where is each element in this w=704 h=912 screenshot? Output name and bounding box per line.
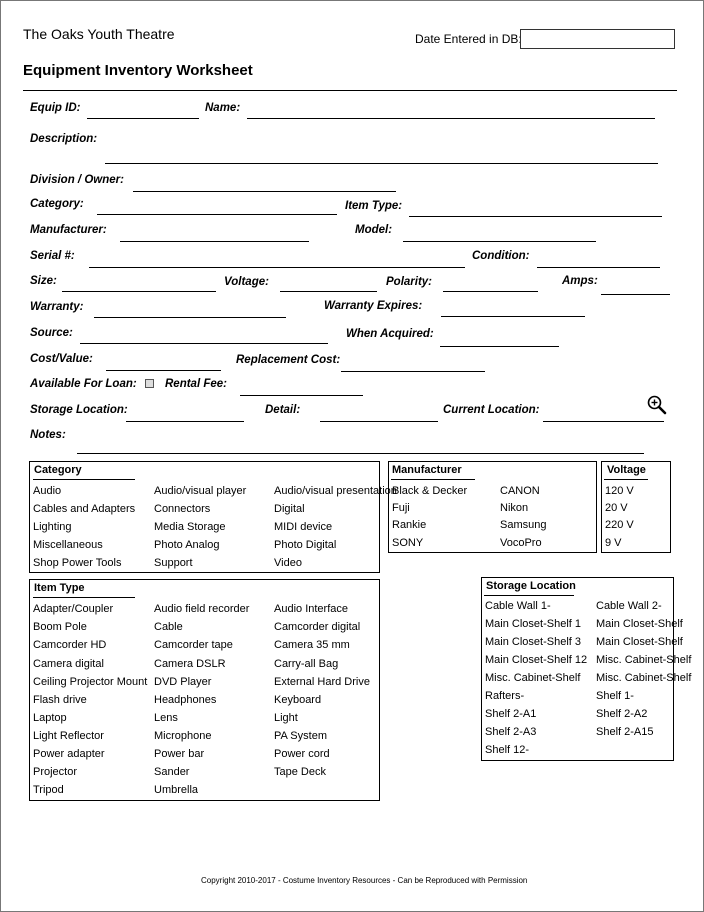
list-item: Camcorder tape xyxy=(154,639,233,651)
list-item: Microphone xyxy=(154,730,212,742)
manufacturer-list-title: Manufacturer xyxy=(392,464,462,476)
replacement-cost-field[interactable] xyxy=(341,371,485,372)
voltage-list-box xyxy=(601,461,671,553)
current-location-label: Current Location: xyxy=(443,404,540,416)
list-item: Light Reflector xyxy=(33,730,104,742)
replacement-cost-label: Replacement Cost: xyxy=(236,354,341,366)
list-item: Cable Wall 1- xyxy=(485,600,551,612)
list-item: Power bar xyxy=(154,748,205,760)
serial-label: Serial #: xyxy=(30,250,75,262)
list-item: Digital xyxy=(274,503,305,515)
list-item: Misc. Cabinet-Shelf xyxy=(596,654,692,666)
storage-location-label: Storage Location: xyxy=(30,404,128,416)
cost-value-field[interactable] xyxy=(106,370,221,371)
rental-fee-field[interactable] xyxy=(240,395,363,396)
storage-title-underline xyxy=(484,595,574,596)
current-location-field[interactable] xyxy=(543,421,664,422)
list-item: Main Closet-Shelf 1 xyxy=(485,618,581,630)
rental-fee-label: Rental Fee: xyxy=(165,378,227,390)
condition-label: Condition: xyxy=(472,250,530,262)
list-item: Camera digital xyxy=(33,658,104,670)
list-item: Headphones xyxy=(154,694,217,706)
list-item: Samsung xyxy=(500,519,547,531)
list-item: Boom Pole xyxy=(33,621,87,633)
list-item: Video xyxy=(274,557,302,569)
available-for-loan-label: Available For Loan: xyxy=(30,378,137,390)
list-item: Cables and Adapters xyxy=(33,503,136,515)
date-entered-label: Date Entered in DB: xyxy=(415,32,522,46)
list-item: Shelf 2-A2 xyxy=(596,708,648,720)
list-item: 120 V xyxy=(605,485,634,497)
list-item: External Hard Drive xyxy=(274,676,370,688)
date-entered-field[interactable] xyxy=(520,29,675,49)
list-item: Misc. Cabinet-Shelf xyxy=(485,672,581,684)
list-item: 9 V xyxy=(605,537,622,549)
amps-label: Amps: xyxy=(562,275,598,287)
list-item: Media Storage xyxy=(154,521,226,533)
list-item: Tape Deck xyxy=(274,766,326,778)
list-item: Lighting xyxy=(33,521,72,533)
division-owner-field[interactable] xyxy=(133,191,396,192)
detail-field[interactable] xyxy=(320,421,438,422)
voltage-list-title: Voltage xyxy=(607,464,646,476)
page-title: Equipment Inventory Worksheet xyxy=(23,62,253,79)
list-item: SONY xyxy=(392,537,424,549)
voltage-label: Voltage: xyxy=(224,276,269,288)
list-item: Cable xyxy=(154,621,183,633)
polarity-field[interactable] xyxy=(443,291,538,292)
list-item: Fuji xyxy=(392,502,410,514)
available-for-loan-checkbox[interactable] xyxy=(145,379,154,388)
manufacturer-title-underline xyxy=(391,479,475,480)
storage-location-list-title: Storage Location xyxy=(486,580,576,592)
list-item: Support xyxy=(154,557,193,569)
list-item: PA System xyxy=(274,730,327,742)
item-type-list-box xyxy=(29,579,380,801)
manufacturer-list-box xyxy=(388,461,597,553)
list-item: Audio field recorder xyxy=(154,603,250,615)
list-item: Shop Power Tools xyxy=(33,557,122,569)
list-item: Connectors xyxy=(154,503,211,515)
equip-id-field[interactable] xyxy=(87,118,199,119)
size-field[interactable] xyxy=(62,291,216,292)
list-item: Laptop xyxy=(33,712,67,724)
list-item: Audio/visual presentation xyxy=(274,485,397,497)
category-label: Category: xyxy=(30,198,84,210)
name-label: Name: xyxy=(205,102,241,114)
when-acquired-label: When Acquired: xyxy=(346,328,434,340)
list-item: MIDI device xyxy=(274,521,333,533)
list-item: Main Closet-Shelf xyxy=(596,636,683,648)
manufacturer-field[interactable] xyxy=(120,241,309,242)
serial-field[interactable] xyxy=(89,267,465,268)
notes-field[interactable] xyxy=(77,453,644,454)
list-item: DVD Player xyxy=(154,676,212,688)
cost-value-label: Cost/Value: xyxy=(30,353,93,365)
category-list-box xyxy=(29,461,397,573)
list-item: Cable Wall 2- xyxy=(596,600,662,612)
list-item: Lens xyxy=(154,712,178,724)
detail-label: Detail: xyxy=(265,404,301,416)
storage-location-field[interactable] xyxy=(126,421,244,422)
list-item: Audio xyxy=(33,485,62,497)
list-item: Photo Digital xyxy=(274,539,337,551)
list-item: 220 V xyxy=(605,519,634,531)
warranty-expires-field[interactable] xyxy=(441,316,585,317)
list-item: Camera 35 mm xyxy=(274,639,350,651)
list-item: Shelf 12- xyxy=(485,744,530,756)
list-item: CANON xyxy=(500,485,540,497)
name-field[interactable] xyxy=(247,118,655,119)
list-item: VocoPro xyxy=(500,537,542,549)
list-item: Main Closet-Shelf 3 xyxy=(485,636,581,648)
item-type-field[interactable] xyxy=(409,216,662,217)
list-item: Tripod xyxy=(33,784,64,796)
warranty-field[interactable] xyxy=(94,317,286,318)
source-field[interactable] xyxy=(80,343,328,344)
list-item: Projector xyxy=(33,766,78,778)
warranty-expires-label: Warranty Expires: xyxy=(324,300,423,312)
item-type-label: Item Type: xyxy=(345,200,403,212)
warranty-label: Warranty: xyxy=(30,301,84,313)
list-item: Black & Decker xyxy=(392,485,468,497)
list-item: Ceiling Projector Mount xyxy=(33,676,148,688)
list-item: Shelf 1- xyxy=(596,690,634,702)
list-item: Main Closet-Shelf xyxy=(596,618,683,630)
org-name: The Oaks Youth Theatre xyxy=(23,26,175,42)
copyright-footer: Copyright 2010-2017 - Costume Inventory Resources - Can be Reproduced with Permission xyxy=(201,876,528,885)
source-label: Source: xyxy=(30,327,73,339)
list-item: Keyboard xyxy=(274,694,322,706)
list-item: Power adapter xyxy=(33,748,105,760)
list-item: Rankie xyxy=(392,519,427,531)
zoom-in-icon[interactable] xyxy=(646,394,668,416)
amps-field[interactable] xyxy=(601,294,670,295)
list-item: Flash drive xyxy=(33,694,87,706)
item-type-list-title: Item Type xyxy=(34,582,85,594)
category-field[interactable] xyxy=(97,214,337,215)
list-item: Shelf 2-A3 xyxy=(485,726,537,738)
equip-id-label: Equip ID: xyxy=(30,102,81,114)
list-item: Light xyxy=(274,712,298,724)
list-item: Audio/visual player xyxy=(154,485,247,497)
size-label: Size: xyxy=(30,275,57,287)
model-label: Model: xyxy=(355,224,393,236)
item-type-title-underline xyxy=(33,597,135,598)
title-divider xyxy=(23,90,677,91)
division-owner-label: Division / Owner: xyxy=(30,174,124,186)
storage-location-list-box xyxy=(481,577,692,761)
list-item: Main Closet-Shelf 12 xyxy=(485,654,588,666)
when-acquired-field[interactable] xyxy=(440,346,559,347)
manufacturer-label: Manufacturer: xyxy=(30,224,107,236)
list-item: Photo Analog xyxy=(154,539,220,551)
list-item: Shelf 2-A1 xyxy=(485,708,537,720)
category-list-title: Category xyxy=(34,464,82,476)
list-item: Adapter/Coupler xyxy=(33,603,114,615)
polarity-label: Polarity: xyxy=(386,276,433,288)
list-item: Sander xyxy=(154,766,190,778)
list-item: Camera DSLR xyxy=(154,658,226,670)
description-label: Description: xyxy=(30,133,98,145)
model-field[interactable] xyxy=(403,241,596,242)
voltage-title-underline xyxy=(604,479,648,480)
list-item: Nikon xyxy=(500,502,529,514)
list-item: Camcorder HD xyxy=(33,639,107,651)
list-item: Misc. Cabinet-Shelf xyxy=(596,672,692,684)
list-item: Power cord xyxy=(274,748,330,760)
category-title-underline xyxy=(33,479,135,480)
list-item: Rafters- xyxy=(485,690,525,702)
description-field[interactable] xyxy=(105,163,658,164)
list-item: Camcorder digital xyxy=(274,621,361,633)
list-item: Miscellaneous xyxy=(33,539,103,551)
list-item: Audio Interface xyxy=(274,603,348,615)
voltage-field[interactable] xyxy=(280,291,377,292)
list-item: Carry-all Bag xyxy=(274,658,339,670)
notes-label: Notes: xyxy=(30,429,66,441)
condition-field[interactable] xyxy=(537,267,660,268)
list-item: Shelf 2-A15 xyxy=(596,726,654,738)
list-item: Umbrella xyxy=(154,784,199,796)
list-item: 20 V xyxy=(605,502,628,514)
